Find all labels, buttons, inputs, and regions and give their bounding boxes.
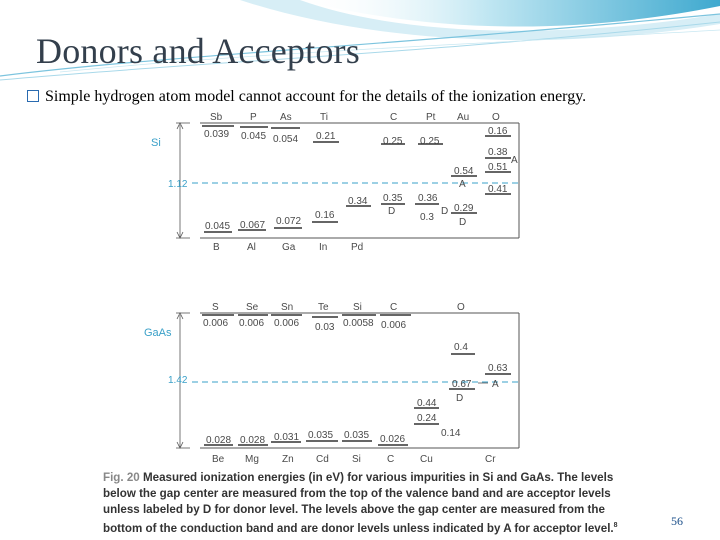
gaas-level-value: 0.67 [452,379,472,390]
si-level-value: 0.41 [488,184,508,195]
gaas-top-element: Te [318,302,329,313]
si-bottom-element: In [319,242,328,253]
si-top-element: O [492,112,500,123]
gaas-level-value: 0.006 [239,318,265,329]
gaas-level-value: 0.035 [308,430,334,441]
gaas-bottom-element: Be [212,454,225,465]
si-panel [151,112,519,253]
gaas-level-value: 0.028 [206,435,232,446]
gaas-gap-label: 1.42 [168,375,188,386]
si-level-value: 0.25 [420,136,440,147]
si-level-value: 0.36 [418,193,438,204]
gaas-level-value: 0.006 [274,318,300,329]
si-acceptor-marker: A [511,155,518,166]
page-number: 56 [671,514,683,528]
gaas-level-value: 0.035 [344,430,370,441]
gaas-top-element: Sn [281,302,294,313]
figure-caption [103,470,623,537]
gaas-bottom-element: Cu [420,454,433,465]
si-level-value: 0.3 [420,212,434,223]
gaas-level-value: 0.028 [240,435,266,446]
gaas-level-value: 0.4 [454,342,468,353]
gaas-material-label: GaAs [144,327,172,339]
si-top-element: Au [457,112,470,123]
si-level-value: 0.045 [205,221,231,232]
si-level-value: 0.072 [276,216,302,227]
caption-label: Fig. 20 [103,471,140,484]
gaas-bottom-element: Cr [485,454,496,465]
si-level-value: 0.38 [488,147,508,158]
si-top-element: Sb [210,112,223,123]
si-bottom-element: Al [247,242,256,253]
si-bottom-element: B [213,242,220,253]
gaas-level-value: 0.14 [441,428,461,439]
si-level-value: 0.34 [348,196,368,207]
gaas-bottom-element: Si [352,454,361,465]
gaas-level-value: 0.031 [274,432,300,443]
si-level-value: 0.35 [383,193,403,204]
caption-reference: 8 [613,522,618,529]
si-donor-marker: D [459,217,467,228]
slide-title: Donors and Acceptors [36,31,360,71]
gaas-bottom-element: C [387,454,395,465]
gaas-bottom-element: Cd [316,454,329,465]
gaas-level-value: 0.006 [203,318,229,329]
gaas-acceptor-marker: A [492,379,499,390]
gaas-top-element: C [390,302,398,313]
si-bottom-element: Pd [351,242,364,253]
gaas-level-value: 0.026 [380,434,406,445]
si-bottom-element: Ga [282,242,296,253]
si-level-value: 0.054 [273,134,299,145]
si-top-element: C [390,112,398,123]
gaas-top-element: S [212,302,219,313]
si-level-value: 0.16 [315,210,335,221]
si-level-value: 0.16 [488,126,508,137]
si-level-value: 0.21 [316,131,336,142]
gaas-level-value: 0.63 [488,363,508,374]
si-level-value: 0.045 [241,131,267,142]
gaas-level-value: 0.03 [315,322,335,333]
gaas-level-value: 0.006 [381,320,407,331]
si-acceptor-marker: A [459,179,466,190]
si-top-element: Ti [320,112,328,123]
si-top-element: As [280,112,292,123]
gaas-donor-marker: D [456,393,464,404]
gaas-bottom-element: Mg [245,454,259,465]
si-donor-marker: D [388,206,396,217]
gaas-top-element: Si [353,302,362,313]
si-donor-marker: D [441,206,449,217]
si-top-element: P [250,112,257,123]
bullet-text: Simple hydrogen atom model cannot account for the details of the ionization energy. [45,88,587,105]
si-level-value: 0.067 [240,220,266,231]
gaas-bottom-element: Zn [282,454,294,465]
si-level-value: 0.29 [454,203,474,214]
si-top-element: Pt [426,112,436,123]
gaas-level-value: 0.44 [417,398,437,409]
si-level-value: 0.54 [454,166,474,177]
gaas-top-element: O [457,302,465,313]
caption-text: Measured ionization energies (in eV) for various impurities in Si and GaAs. The levels below the gap center are measured from the top of the valence band and are acceptor levels unless labeled by D for donor level. The levels above the gap center are measured from the bottom of the conduction band and are donor levels unless indicated by A for acceptor level. [103,471,614,535]
gaas-panel [144,302,519,465]
gaas-level-value: 0.0058 [343,318,374,329]
si-level-value: 0.25 [383,136,403,147]
si-level-value: 0.51 [488,162,508,173]
gaas-top-element: Se [246,302,259,313]
gaas-level-value: 0.24 [417,413,437,424]
si-material-label: Si [151,137,161,149]
si-level-value: 0.039 [204,129,230,140]
si-gap-label: 1.12 [168,179,188,190]
